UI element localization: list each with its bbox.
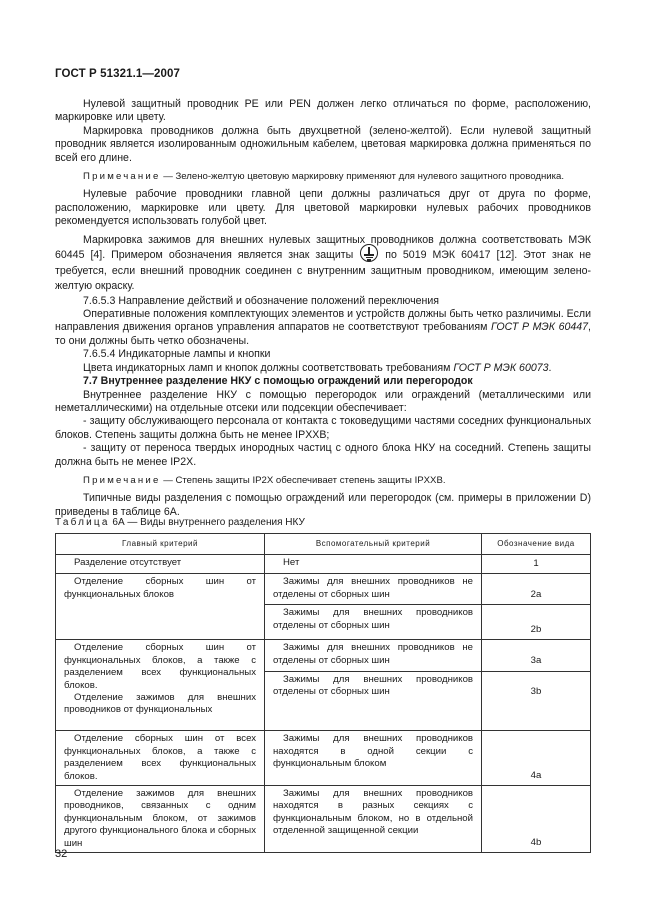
table-cell: Отделение сборных шин от функциональных блоков (56, 574, 265, 640)
separation-table (55, 533, 591, 853)
paragraph: Нулевой защитный проводник PE или PEN должен легко отличаться по форме, расположению, маркировке или цвету. (55, 98, 591, 124)
table-cell: Зажимы для внешних проводников отделены от сборных шин (265, 671, 482, 731)
paragraph-part: Цвета индикаторных ламп и кнопок должны соответствовать требованиям (83, 361, 454, 374)
table-header-row (56, 534, 591, 555)
note-text: — Зелено-желтую цветовую маркировку применяют для нулевого защитного проводника. (160, 171, 565, 183)
list-item: - защиту от переноса твердых инородных частиц с одного блока НКУ на соседний. Степень защиты должна быть не менее IP2X. (55, 442, 591, 468)
table-cell: 4b (482, 786, 591, 853)
paragraph (55, 233, 591, 295)
paragraph-part: Маркировка зажимов для внешних нулевых защитных проводников должна соответствовать МЭК 60445 [4]. Примером обозначения является знак защиты (55, 233, 591, 262)
table-cell: Зажимы для внешних проводников не отделены от сборных шин (265, 574, 482, 605)
paragraph-part: , то они должны быть четко обозначены. (55, 321, 591, 347)
table-row (56, 574, 591, 605)
note-label: Примечание (83, 171, 161, 183)
table-row (56, 555, 591, 574)
table-cell: Зажимы для внешних проводников отделены от сборных шин (265, 605, 482, 640)
cell-text: Отделение сборных шин от функциональных блоков, а также с разделением всех функциональных блоков. (64, 642, 256, 691)
table-cell: 3a (482, 640, 591, 671)
table-cell: 2a (482, 574, 591, 605)
table-cell: Отделение сборных шин от всех функциональных блоков, а также с разделением всех функциональных блоков. (56, 731, 265, 786)
paragraph-part: Оперативные положения комплектующих элементов и устройств должны быть четко различимы. Если направления движения органов управления аппаратов не соответствуют требованиям (55, 308, 591, 334)
table-caption-label: Таблица (55, 517, 110, 528)
paragraph-part: . (548, 361, 552, 374)
protective-earth-icon (360, 244, 378, 262)
table-cell (56, 640, 265, 731)
table-row (56, 786, 591, 853)
column-header: Главный критерий (56, 534, 265, 555)
table-cell: Нет (265, 555, 482, 574)
table-row (56, 731, 591, 786)
column-header: Обозначение вида (482, 534, 591, 555)
note-label: Примечание (83, 474, 161, 486)
cell-text: Отделение зажимов для внешних проводников от функциональных (64, 692, 256, 716)
paragraph-part: по 5019 МЭК 60417 [12]. Этот знак не требуется, если внешний проводник соединен с внутренним защитным проводником, имеющим зелено-желтую окраску. (55, 249, 591, 293)
paragraph (55, 308, 591, 348)
table-cell: Зажимы для внешних проводников находятся в одной секции с функциональным блоком (265, 731, 482, 786)
table-cell: Отделение зажимов для внешних проводников, связанных с одним функциональным блоком, от зажимов другого функционального блока и сборных шин (56, 786, 265, 853)
standard-reference: ГОСТ Р МЭК 60073 (453, 361, 549, 374)
table-cell: 3b (482, 671, 591, 731)
table-cell: 2b (482, 605, 591, 640)
note (55, 474, 591, 487)
paragraph: Нулевые рабочие проводники главной цепи должны различаться друг от друга по форме, расположению, маркировке или цвету. Для цветовой маркировки нулевых рабочих проводников рекомендуется использовать голубой цвет. (55, 188, 591, 228)
table-cell: Разделение отсутствует (56, 555, 265, 574)
list-item: - защиту обслуживающего персонала от контакта с токоведущими частями соседних функциональных блоков. Степень защиты должна быть не менее IPXXB; (55, 415, 591, 441)
note-text: — Степень защиты IP2X обеспечивает степень защиты IPXXB. (160, 474, 446, 486)
table-cell: 1 (482, 555, 591, 574)
paragraph: Маркировка проводников должна быть двухцветной (зелено-желтой). Если нулевой защитный проводник является изолированным одножильным кабелем, цветовая маркировка должна применяться по всей его длине. (55, 124, 591, 164)
section-heading: 7.6.5.3 Направление действий и обозначение положений переключения (83, 294, 440, 307)
table-caption-text: 6А — Виды внутреннего разделения НКУ (109, 517, 305, 528)
table-caption (55, 517, 305, 528)
paragraph: Типичные виды разделения с помощью ограждений или перегородок (см. примеры в приложении D) приведены в таблице 6А. (55, 492, 591, 518)
paragraph: Внутреннее разделение НКУ с помощью перегородок или ограждений (металлическими или неметаллическими) на отдельные отсеки или подсекции обеспечивает: (55, 388, 591, 414)
standard-reference: ГОСТ Р МЭК 60447 (490, 321, 589, 334)
section-heading: 7.6.5.4 Индикаторные лампы и кнопки (83, 348, 271, 361)
table-cell: 4a (482, 731, 591, 786)
table-cell: Зажимы для внешних проводников находятся в разных секциях с функциональным блоком, но в отдельной отделенной защищенной секции (265, 786, 482, 853)
document-body (55, 98, 591, 519)
page-number: 32 (55, 848, 68, 860)
table-row (56, 640, 591, 671)
document-header: ГОСТ Р 51321.1—2007 (55, 68, 180, 80)
section-heading: 7.7 Внутреннее разделение НКУ с помощью ограждений или перегородок (83, 375, 473, 388)
column-header: Вспомогательный критерий (265, 534, 482, 555)
paragraph (55, 362, 591, 375)
note (55, 170, 591, 183)
table-cell: Зажимы для внешних проводников не отделены от сборных шин (265, 640, 482, 671)
